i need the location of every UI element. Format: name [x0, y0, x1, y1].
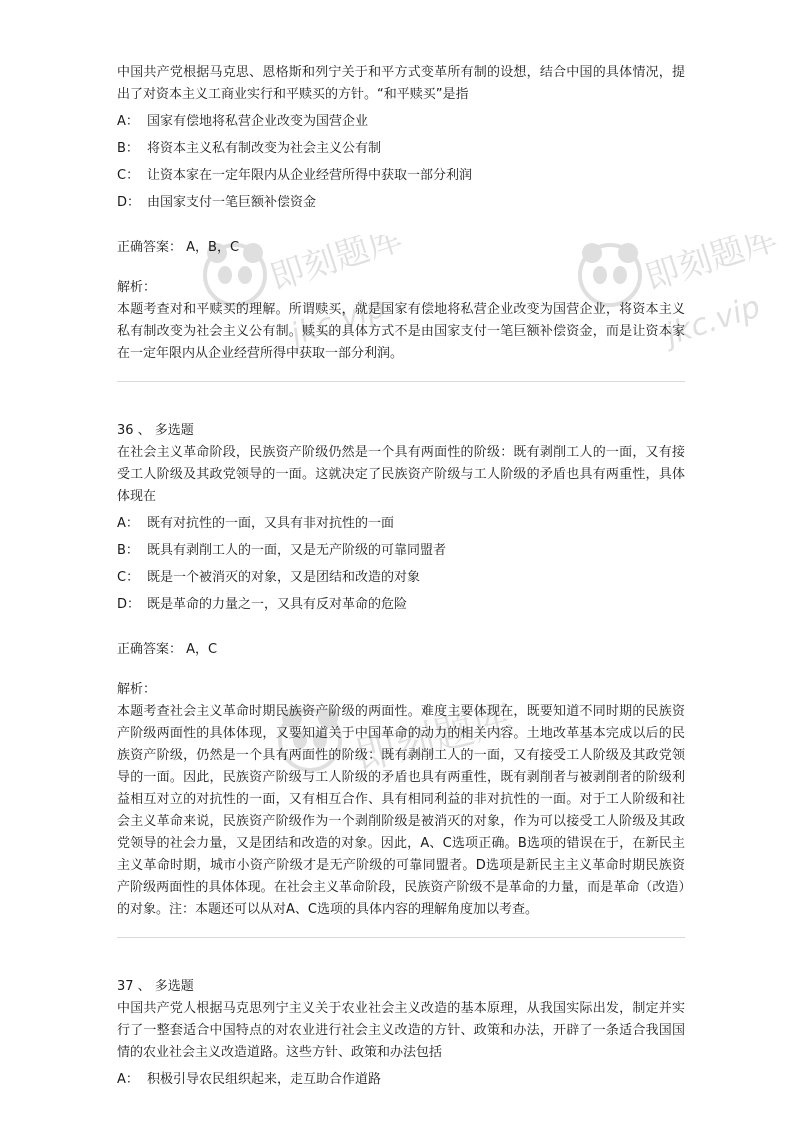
option-letter: B：: [117, 141, 139, 156]
question-35: [117, 62, 685, 382]
option-text: 既是一个被消灭的对象，又是团结和改造的对象: [147, 570, 421, 585]
option-letter: D：: [117, 195, 141, 210]
option-a: [117, 111, 685, 133]
option-a: [117, 513, 685, 535]
question-37: [117, 976, 685, 1091]
option-letter: A：: [117, 114, 139, 129]
option-letter: A：: [117, 1072, 139, 1087]
analysis-label: 解析：: [117, 280, 157, 295]
analysis-text: 本题考查对和平赎买的理解。所谓赎买，就是国家有偿地将私营企业改变为国营企业，将资本主义私有制改变为社会主义公有制。赎买的具体方式不是由国家支付一笔巨额补偿资金，而是让资本家在一定年限内从企业经营所得中获取一部分利润。: [117, 302, 685, 361]
option-a: [117, 1069, 685, 1091]
option-letter: B：: [117, 543, 139, 558]
question-36: [117, 420, 685, 938]
correct-answer: 正确答案： A，B，C: [117, 240, 240, 255]
option-text: 国家有偿地将私营企业改变为国营企业: [147, 114, 369, 129]
option-text: 既是革命的力量之一，又具有反对革命的危险: [147, 597, 408, 612]
option-letter: C：: [117, 168, 140, 183]
correct-answer: 正确答案： A，C: [117, 642, 218, 657]
option-text: 积极引导农民组织起来，走互助合作道路: [147, 1072, 382, 1087]
watermark-text: 即刻题库: [265, 235, 408, 299]
option-text: 既有对抗性的一面，又具有非对抗性的一面: [147, 516, 395, 531]
watermark-url: jkc.vip: [661, 289, 765, 353]
analysis-text: 本题考查社会主义革命时期民族资产阶级的两面性。难度主要体现在，既要知道不同时期的民族资产阶级两面性的具体体现，又要知道关于中国革命的动力的相关内容。土地改革基本完成以后的民族资产阶级，仍然是一个具有两面性的阶级：既有剥削工人的一面，又有接受工人阶级及其政党领导的一面。因此，民族资产阶级与工人阶级的矛盾也具有两重性，既有剥削者与被剥削者的阶级利益相互对立的对抗性的一面，又有相互合作、具有相同利益的非对抗性的一面。对于工人阶级和社会主义革命来说，民族资产阶级作为一个剥削阶级是被消灭的对象，作为可以接受工人阶级及其政党领导的社会力量，又是团结和改造的对象。因此，A、C选项正确。B选项的错误在于，在新民主主义革命时期，城市小资产阶级才是无产阶级的可靠同盟者。D选项是新民主主义革命时期民族资产阶级两面性的具体体现。在社会主义革命阶段，民族资产阶级不是革命的力量，而是革命（改造）的对象。注：本题还可以从对A、C选项的具体内容的理解角度加以考查。: [117, 704, 685, 917]
option-b: [117, 138, 685, 160]
watermark-text: 即刻题库: [640, 235, 783, 299]
option-text: 让资本家在一定年限内从企业经营所得中获取一部分利润: [147, 168, 473, 183]
option-text: 由国家支付一笔巨额补偿资金: [147, 195, 317, 210]
divider: [117, 381, 685, 382]
option-text: 既具有剥削工人的一面，又是无产阶级的可靠同盟者: [147, 543, 447, 558]
watermark-text: 即刻题库: [351, 696, 518, 780]
option-d: [117, 594, 685, 616]
divider: [117, 937, 685, 938]
question-header: 36 、 多选题: [117, 423, 194, 438]
option-d: [117, 192, 685, 214]
option-letter: A：: [117, 516, 139, 531]
question-stem: 中国共产党人根据马克思列宁主义关于农业社会主义改造的基本原理，从我国实际出发，制定并实行了一整套适合中国特点的对农业进行社会主义改造的方针、政策和办法，开辟了一条适合我国国情的农业社会主义改造道路。这些方针、政策和办法包括: [117, 1001, 685, 1060]
analysis-label: 解析：: [117, 682, 157, 697]
document-page: [117, 62, 685, 1091]
option-c: [117, 567, 685, 589]
option-b: [117, 540, 685, 562]
option-c: [117, 165, 685, 187]
question-stem: 在社会主义革命阶段，民族资产阶级仍然是一个具有两面性的阶级：既有剥削工人的一面，又有接受工人阶级及其政党领导的一面。这就决定了民族资产阶级与工人阶级的矛盾也具有两重性，具体体现在: [117, 445, 685, 504]
option-text: 将资本主义私有制改变为社会主义公有制: [147, 141, 382, 156]
question-stem: 中国共产党根据马克思、恩格斯和列宁关于和平方式变革所有制的设想，结合中国的具体情况，提出了对资本主义工商业实行和平赎买的方针。“和平赎买”是指: [117, 65, 685, 102]
option-letter: D：: [117, 597, 141, 612]
watermark-url: jkc.vip: [286, 289, 390, 353]
option-letter: C：: [117, 570, 140, 585]
question-header: 37 、 多选题: [117, 979, 194, 994]
